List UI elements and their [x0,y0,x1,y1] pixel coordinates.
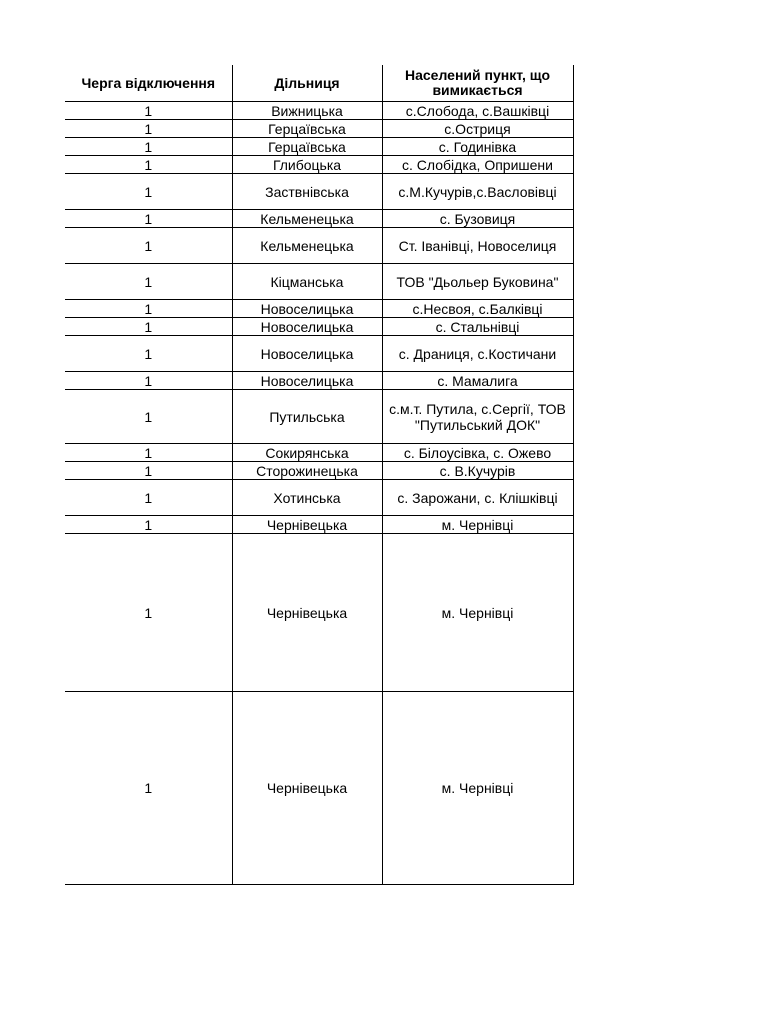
cell-queue: 1 [65,390,232,444]
cell-queue: 1 [65,534,232,692]
cell-queue: 1 [65,372,232,390]
cell-settlement: с. В.Кучурів [382,462,573,480]
cell-queue: 1 [65,120,232,138]
cell-settlement: с. Драниця, с.Костичани [382,336,573,372]
cell-district: Новоселицька [232,318,382,336]
cell-queue: 1 [65,210,232,228]
cell-queue: 1 [65,264,232,300]
cell-settlement: с.м.т. Путила, с.Сергії, ТОВ "Путильський ДОК" [382,390,573,444]
cell-district: Вижницька [232,102,382,120]
cell-district: Новоселицька [232,372,382,390]
cell-district: Заствнівська [232,174,382,210]
header-queue: Черга відключення [65,65,232,102]
cell-queue: 1 [65,174,232,210]
cell-queue: 1 [65,444,232,462]
table-row [65,174,573,210]
cell-queue: 1 [65,480,232,516]
cell-settlement: с. Зарожани, с. Клішківці [382,480,573,516]
table-row [65,372,573,390]
cell-district: Чернівецька [232,534,382,692]
cell-settlement: с. Годинівка [382,138,573,156]
table-row [65,390,573,444]
cell-settlement: с. Бузовиця [382,210,573,228]
table-row [65,318,573,336]
table-row [65,336,573,372]
header-settlement: Населений пункт, що вимикається [382,65,573,102]
cell-queue: 1 [65,156,232,174]
cell-queue: 1 [65,336,232,372]
cell-queue: 1 [65,102,232,120]
table-row [65,534,573,692]
cell-district: Глибоцька [232,156,382,174]
table-row [65,264,573,300]
cell-district: Чернівецька [232,692,382,885]
table-row [65,120,573,138]
cell-settlement: с.Остриця [382,120,573,138]
table-row [65,692,573,885]
table-row [65,228,573,264]
cell-settlement: с. Мамалига [382,372,573,390]
cell-settlement: м. Чернівці [382,516,573,534]
table-row [65,138,573,156]
cell-queue: 1 [65,138,232,156]
cell-settlement: с. Білоусівка, с. Ожево [382,444,573,462]
cell-queue: 1 [65,462,232,480]
cell-district: Путильська [232,390,382,444]
table-row [65,156,573,174]
cell-district: Герцаївська [232,120,382,138]
cell-settlement: ТОВ "Дьольер Буковина" [382,264,573,300]
cell-district: Чернівецька [232,516,382,534]
header-district: Дільниця [232,65,382,102]
cell-district: Новоселицька [232,300,382,318]
cell-settlement: с. Слобідка, Опришени [382,156,573,174]
table-row [65,102,573,120]
cell-district: Новоселицька [232,336,382,372]
cell-district: Сокирянська [232,444,382,462]
cell-settlement: с.М.Кучурів,с.Васловівці [382,174,573,210]
header-row [65,65,573,102]
cell-district: Кельменецька [232,228,382,264]
cell-settlement: Ст. Іванівці, Новоселиця [382,228,573,264]
table-row [65,444,573,462]
cell-queue: 1 [65,692,232,885]
cell-settlement: с. Стальнівці [382,318,573,336]
cell-settlement: м. Чернівці [382,534,573,692]
cell-settlement: с.Несвоя, с.Балківці [382,300,573,318]
cell-queue: 1 [65,318,232,336]
cell-settlement: м. Чернівці [382,692,573,885]
cell-district: Герцаївська [232,138,382,156]
cell-settlement: с.Слобода, с.Вашківці [382,102,573,120]
outage-schedule-sheet [65,65,573,885]
cell-district: Хотинська [232,480,382,516]
table-row [65,300,573,318]
cell-queue: 1 [65,516,232,534]
table-row [65,480,573,516]
outage-schedule-table [65,65,574,885]
table-row [65,210,573,228]
table-row [65,516,573,534]
cell-district: Сторожинецька [232,462,382,480]
cell-district: Кельменецька [232,210,382,228]
table-row [65,462,573,480]
cell-queue: 1 [65,228,232,264]
cell-queue: 1 [65,300,232,318]
cell-district: Кіцманська [232,264,382,300]
